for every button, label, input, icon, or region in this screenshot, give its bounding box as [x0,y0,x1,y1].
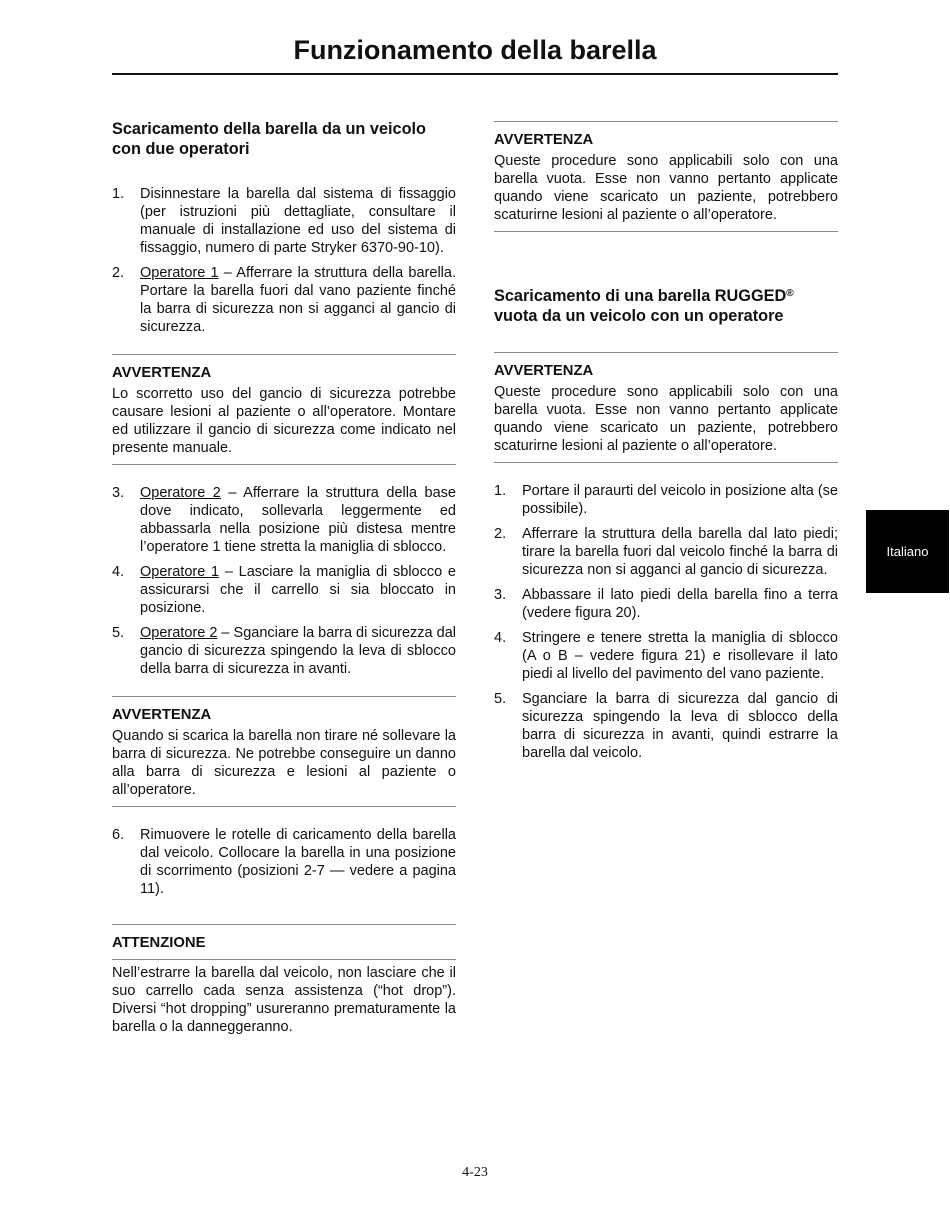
divider [112,924,456,925]
warning-box [494,121,838,232]
list-item [494,525,838,579]
step-number: 4. [112,564,125,580]
step-number: 3. [494,587,507,603]
step-text: Rimuovere le rotelle di caricamento della barella dal veicolo. Collocare la barella in una posizione di scorrimento (posizioni 2-7 — vedere a pagina 11). [140,827,456,897]
warning-box [112,696,456,807]
warning-heading: AVVERTENZA [494,363,594,379]
right-column [494,121,838,769]
warning-heading: AVVERTENZA [112,365,212,381]
step-number: 4. [494,630,507,646]
step-number: 2. [112,265,125,281]
step-number: 1. [112,186,125,202]
list-item [494,629,838,683]
warning-heading: AVVERTENZA [112,707,212,723]
page-title: Funzionamento della barella [293,35,657,65]
step-text: – Sganciare la barra di sicurezza dal gancio di sicurezza spingendo la leva di sblocco della barra di sicurezza in avanti. [140,625,456,677]
title-rule [112,73,838,75]
left-column [112,119,456,1036]
list-item [494,586,838,622]
warning-text: Queste procedure sono applicabili solo con una barella vuota. Esse non vanno pertanto applicate quando viene scaricato un paziente, potrebbero scaturirne lesioni al paziente o all’operatore. [494,384,838,454]
warning-box [112,354,456,465]
caution-text: Nell’estrarre la barella dal veicolo, non lasciare che il suo carrello cada senza assistenza (“hot drop”). Diversi “hot dropping” usureranno prematuramente la barella o la danneggeranno. [112,965,456,1035]
steps-list [112,185,456,336]
list-item [112,185,456,257]
language-tab [866,510,949,593]
step-number: 2. [494,526,507,542]
step-text: Portare il paraurti del veicolo in posizione alta (se possibile). [522,483,838,517]
caution-heading: ATTENZIONE [112,935,206,951]
step-number: 3. [112,485,125,501]
section-title-text: vuota da un veicolo con un operatore [494,307,784,325]
step-number: 6. [112,827,125,843]
page-number: 4-23 [462,1165,488,1180]
steps-list [112,826,456,898]
operator-label: Operatore 2 [140,485,221,501]
step-text: Disinnestare la barella dal sistema di fissaggio (per istruzioni più dettagliate, consultare il manuale di installazione ed uso del sistema di fissaggio, numero di parte Stryker 6370-90-10). [140,186,456,256]
section-title-one-operator [494,286,838,326]
step-text: – Afferrare la struttura della base dove indicato, sollevarla leggermente ed abbassarla nella posizione più distesa mentre l’operatore 1 tiene stretta la maniglia di sblocco. [140,485,456,555]
registered-mark: ® [786,288,794,299]
step-text: – Lasciare la maniglia di sblocco e assicurarsi che il carrello si sia bloccato in posizione. [140,564,456,616]
step-text: – Afferrare la struttura della barella. Portare la barella fuori dal vano paziente finché la barra di sicurezza non si agganci al gancio di sicurezza. [140,265,456,335]
step-number: 5. [112,625,125,641]
list-item [112,826,456,898]
warning-text: Lo scorretto uso del gancio di sicurezza potrebbe causare lesioni al paziente o all’operatore. Montare ed utilizzare il gancio di sicurezza come indicato nel presente manuale. [112,386,456,456]
list-item [112,624,456,678]
section-title-two-operators: Scaricamento della barella da un veicolo con due operatori [112,120,426,158]
caution-box [112,924,456,1036]
list-item [112,484,456,556]
steps-list [112,484,456,678]
list-item [112,563,456,617]
step-text: Sganciare la barra di sicurezza dal gancio di sicurezza spingendo la leva di sblocco della barra di sicurezza in avanti, quindi estrarre la barella dal veicolo. [522,691,838,761]
list-item [494,482,838,518]
divider [112,959,456,960]
warning-heading: AVVERTENZA [494,132,594,148]
operator-label: Operatore 2 [140,625,218,641]
list-item [494,690,838,762]
operator-label: Operatore 1 [140,265,219,281]
step-number: 1. [494,483,507,499]
step-number: 5. [494,691,507,707]
language-tab-label: Italiano [886,544,929,559]
warning-text: Quando si scarica la barella non tirare né sollevare la barra di sicurezza. Ne potrebbe conseguire un danno alla barra di sicurezza e lesioni al paziente o all’operatore. [112,728,456,798]
steps-list [494,482,838,762]
warning-box [494,352,838,463]
list-item [112,264,456,336]
warning-text: Queste procedure sono applicabili solo con una barella vuota. Esse non vanno pertanto applicate quando viene scaricato un paziente, potrebbero scaturirne lesioni al paziente o all’operatore. [494,153,838,223]
step-text: Abbassare il lato piedi della barella fino a terra (vedere figura 20). [522,587,838,621]
operator-label: Operatore 1 [140,564,220,580]
step-text: Stringere e tenere stretta la maniglia di sblocco (A o B – vedere figura 21) e risollevare il lato piedi al livello del pavimento del vano paziente. [522,630,838,682]
section-title-text: Scaricamento di una barella RUGGED [494,287,787,305]
step-text: Afferrare la struttura della barella dal lato piedi; tirare la barella fuori dal veicolo finché la barra di sicurezza non si agganci al gancio di sicurezza. [522,526,838,578]
